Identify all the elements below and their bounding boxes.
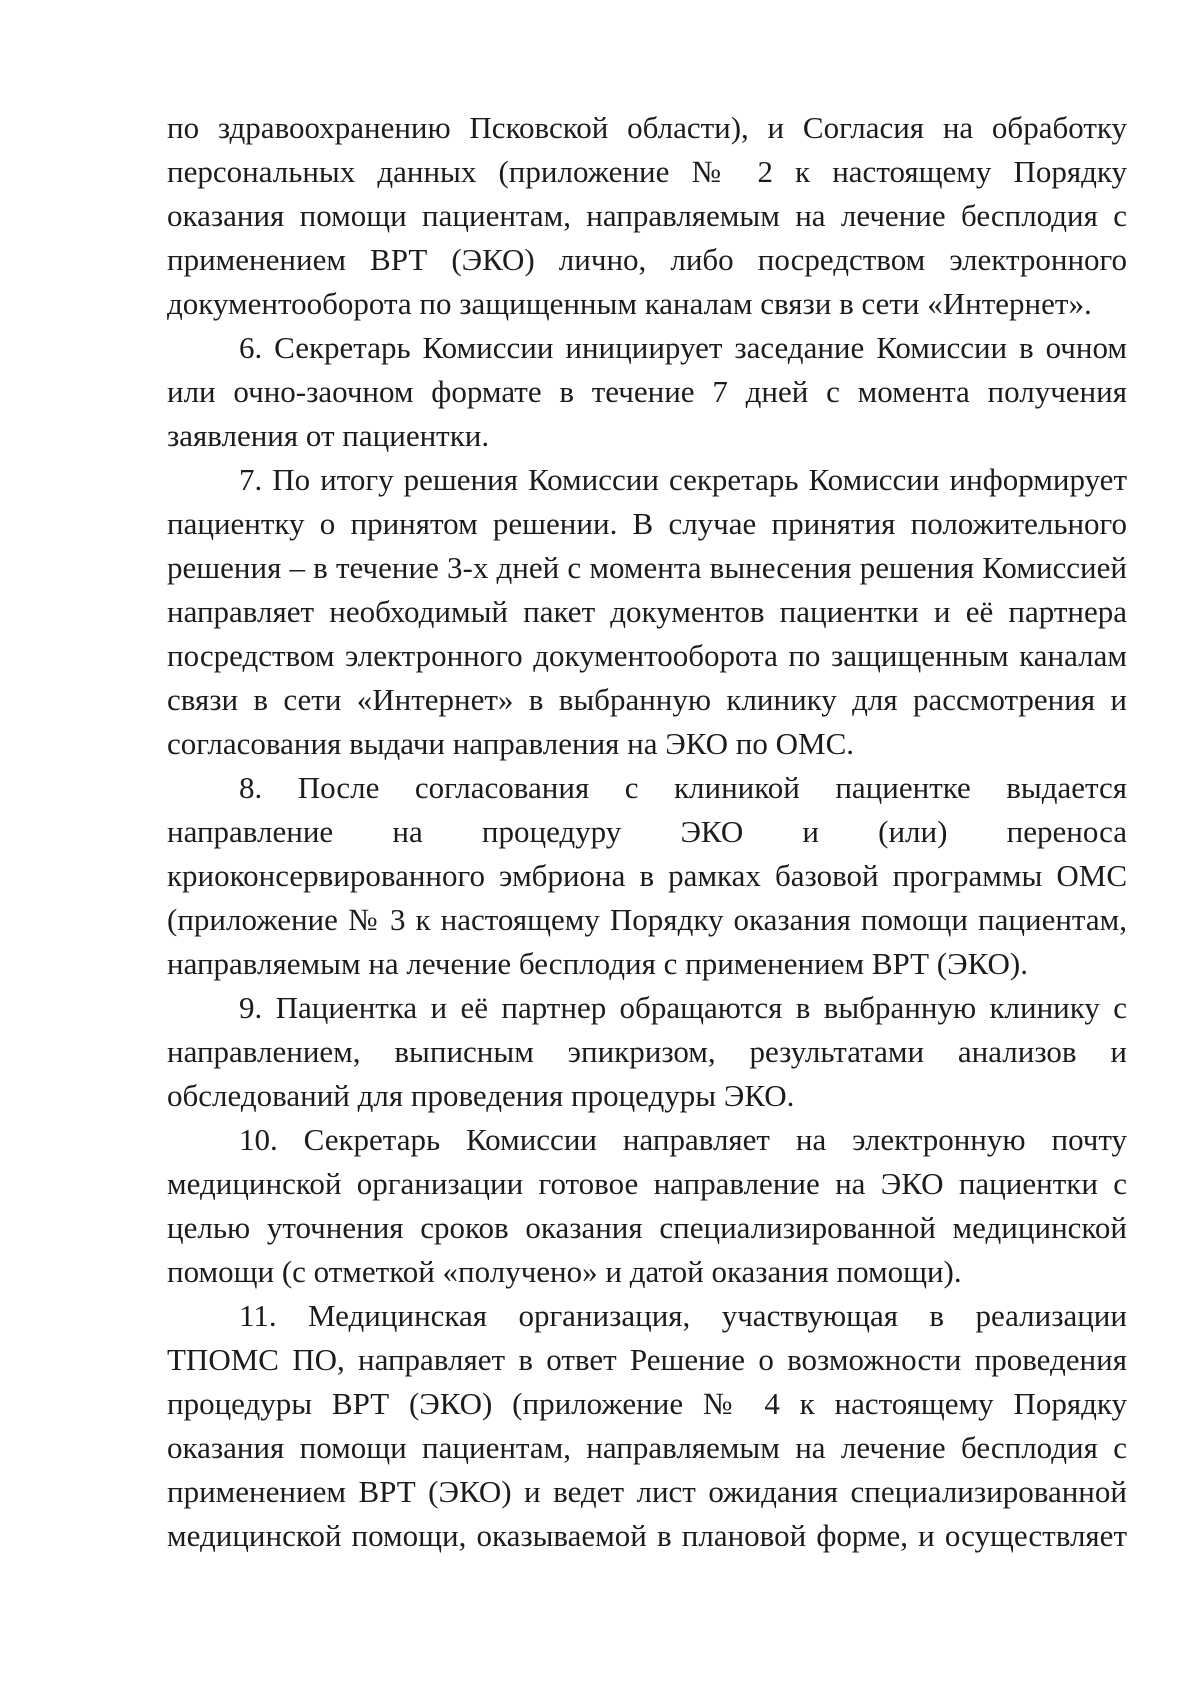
paragraph-item-8: 8. После согласования с клиникой пациентке выдается направление на процедуру ЭКО и (или) переноса криоконсервированного эмбриона в рамках базовой программы ОМС (приложение № 3 к настоящему Порядку оказания помощи пациентам, направляемым на лечение бесплодия с применением ВРТ (ЭКО). [167,770,1127,981]
paragraph-item-7: 7. По итогу решения Комиссии секретарь Комиссии информирует пациентку о принятом решении. В случае принятия положительного решения – в течение 3-х дней с момента вынесения решения Комиссией направляет необходимый пакет документов пациентки и её партнера посредством электронного документооборота по защищенным каналам связи в сети «Интернет» в выбранную клинику для рассмотрения и согласования выдачи направления на ЭКО по ОМС. [167,462,1127,761]
paragraph-continuation: по здравоохранению Псковской области), и Согласия на обработку персональных данных (приложение № 2 к настоящему Порядку оказания помощи пациентам, направляемым на лечение бесплодия с применением ВРТ (ЭКО) лично, либо посредством электронного документооборота по защищенным каналам связи в сети «Интернет». [167,110,1127,321]
paragraph-item-6: 6. Секретарь Комиссии инициирует заседание Комиссии в очном или очно-заочном формате в течение 7 дней с момента получения заявления от пациентки. [167,330,1127,453]
paragraph-item-9: 9. Пациентка и её партнер обращаются в выбранную клинику с направлением, выписным эпикризом, результатами анализов и обследований для проведения процедуры ЭКО. [167,990,1127,1113]
paragraph-item-11: 11. Медицинская организация, участвующая в реализации ТПОМС ПО, направляет в ответ Решение о возможности проведения процедуры ВРТ (ЭКО) (приложение № 4 к настоящему Порядку оказания помощи пациентам, направляемым на лечение бесплодия с применением ВРТ (ЭКО) и ведет лист ожидания специализированной медицинской помощи, оказываемой в плановой форме, и осуществляет [167,1298,1127,1553]
paragraph-item-10: 10. Секретарь Комиссии направляет на электронную почту медицинской организации готовое направление на ЭКО пациентки с целью уточнения сроков оказания специализированной медицинской помощи (с отметкой «получено» и датой оказания помощи). [167,1122,1127,1289]
document-body [167,106,1127,1558]
